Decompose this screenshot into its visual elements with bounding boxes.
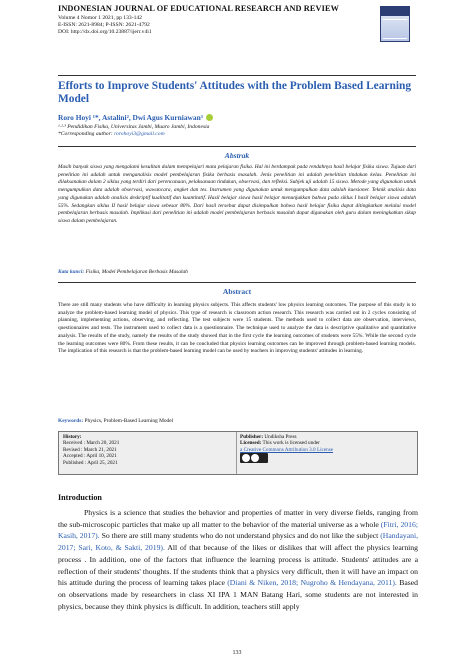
license-link[interactable]: a Creative Commons Attribution 3.0 License	[240, 446, 334, 453]
divider	[58, 146, 416, 147]
divider	[58, 282, 416, 283]
author-names: Roro Hoyi ¹*, Astalini², Dwi Agus Kurniawan³	[58, 113, 203, 122]
publisher-value: Undiksha Press	[264, 434, 297, 440]
history-column	[63, 434, 119, 466]
introduction-heading: Introduction	[58, 493, 102, 502]
kata-kunci-label: Kata kunci:	[58, 269, 85, 275]
publisher-label: Publisher:	[240, 434, 264, 440]
citation-link[interactable]: (Fitri, 2016; Kasih, 2017).	[58, 519, 418, 541]
corresponding-author	[58, 131, 165, 137]
citation-link[interactable]: (Diani & Niken, 2018; Nugroho & Hendayana, 2011).	[227, 578, 397, 588]
abstract-heading: Abstract	[222, 287, 252, 296]
journal-logo	[380, 6, 410, 42]
corresponding-label: *Corresponding author:	[58, 131, 113, 137]
orcid-icon[interactable]	[206, 114, 213, 121]
paper-title: Efforts to Improve Students' Attitudes with the Problem Based Learning Model	[58, 80, 412, 105]
history-published: Published : April 25, 2021	[63, 459, 118, 466]
kata-kunci-values: Fisika, Model Pembelajaran Berbasis Masalah	[85, 269, 188, 275]
intro-text-2: So there are still many students who do not understand physics and do not like the subject	[99, 531, 381, 541]
keywords-label: Keywords:	[58, 418, 84, 424]
history-accepted: Accepted : April 10, 2021	[63, 453, 117, 460]
abstract-text: There are still many students who have difficulty in learning physics subjects. This affects students' low physics learning outcomes. The purpose of this study is to analyze the problem-based learning model of physics. This type of research is classroom action research. This research was carried out in 2 cycles consisting of planning, implementing actions, observing, and reflecting. The test subjects were 15 students. The methods used to collect data are observation, interviews, questionnaires and tests. The instrument used to collect data is a questionnaire. The technique used to analyze the data is descriptive qualitative and quantitative analysis. The results of the study, namely the results of the study showed that in the first cycle the learning outcomes of students were 55%. While the second cycle the learning outcomes were 80%. From these results, it can be concluded that physics learning outcomes can be improved through problem-based learning models. The implication of this research is that the problem-based learning model can be used by teachers in improving students' attitudes in learning.	[58, 302, 416, 355]
page-number: 133	[232, 650, 242, 656]
introduction-paragraph	[58, 507, 418, 612]
history-received: Received : March 20, 2021	[63, 440, 120, 447]
publisher-column	[240, 434, 333, 453]
journal-issn: E-ISSN: 2621-8984; P-ISSN: 2621-4792	[58, 22, 150, 28]
licensed-text: This work is licensed under	[262, 440, 320, 447]
licensed-label: Licensed:	[240, 440, 262, 447]
journal-doi[interactable]: DOI: http://dx.doi.org/10.23887/ijerr.v4i1	[58, 29, 152, 35]
cc-by-license-icon[interactable]	[240, 453, 268, 463]
history-label: History:	[63, 434, 82, 440]
history-revised: Revised : March 21, 2021	[63, 446, 117, 453]
intro-text-4: Based on observations made by researchers in class XI IPA 1 MAN Batang Hari, some students are not interested in physics, because they think physics is difficult. In addition, teachers still apply	[58, 578, 418, 611]
keywords	[58, 418, 416, 424]
intro-text-3: All of that because of the likes or dislikes that will affect the physics learning process . In addition, one of the factors that influence the learning process is attitude. Students' attitudes are a reflection of their students' thoughts. If the students think that a physics very difficult, then it will have an impact on his attitude during the process of learning takes place	[58, 543, 418, 588]
corresponding-email[interactable]: rorohoyi3@gmail.com	[114, 131, 165, 137]
intro-text-1: Physics is a science that studies the behavior and properties of matter in very diverse fields, ranging from the sub-microscopic particles that make up all matter to the behavior of the material universe as a whole	[58, 508, 418, 529]
abstrak-text: Masih banyak siswa yang mengalami kesulitan dalam mempelajari mata pelajaran fisika. Hal ini berdampak pada rendahnya hasil belajar fisika siswa. Tujuan dari penelitian ini adalah untuk menganalisis model pembelajaran fisika berbasis masalah. Jenis penelitian ini adalah penelitian tindakan kelas. Penelitian ini dilaksanakan dalam 2 siklus yang terdiri dari perencanaan, pelaksanaan tindakan, observasi, dan refleksi. Subjek uji adalah 15 siswa. Metode yang digunakan untuk mengumpulkan data adalah observasi, wawancara, angket dan tes. Instrumen yang digunakan untuk mengumpulkan data adalah kuesioner. Teknik analisis data yang digunakan adalah analisis deskriptif kualitatif dan kuantitatif. Hasil belajar siswa hasil belajar menunjukkan bahwa pada siklus I hasil belajar siswa adalah 55%. Sedangkan siklus II hasil belajar siswa sebesar 80%. Dari hasil tersebut dapat disimpulkan bahwa hasil belajar fisika dapat ditingkatkan melalui model pembelajaran berbasis masalah. Implikasi dari penelitian ini adalah model pembelajaran berbasis masalah dapat digunakan oleh guru dalam meningkatkan sikap siswa dalam pembelajaran.	[58, 164, 416, 224]
journal-volume: Volume 4 Nomor 1 2021, pp 133-142	[58, 15, 142, 21]
author-list	[58, 113, 213, 122]
journal-name: INDONESIAN JOURNAL OF EDUCATIONAL RESEARCH AND REVIEW	[58, 4, 339, 13]
header-rule	[58, 75, 416, 76]
affiliation: ¹·²·³ Pendidikan Fisika, Universitas Jambi, Muaro Jambi, Indonesia	[58, 124, 210, 130]
abstrak-heading: Abstrak	[224, 151, 250, 160]
kata-kunci	[58, 269, 416, 275]
keywords-values: Physics, Problem-Based Learning Model	[84, 418, 174, 424]
box-divider	[236, 432, 237, 474]
article-info-box	[58, 431, 418, 475]
citation-link[interactable]: (Handayani, 2017; Sari, Koto, & Sakti, 2019).	[58, 531, 419, 553]
